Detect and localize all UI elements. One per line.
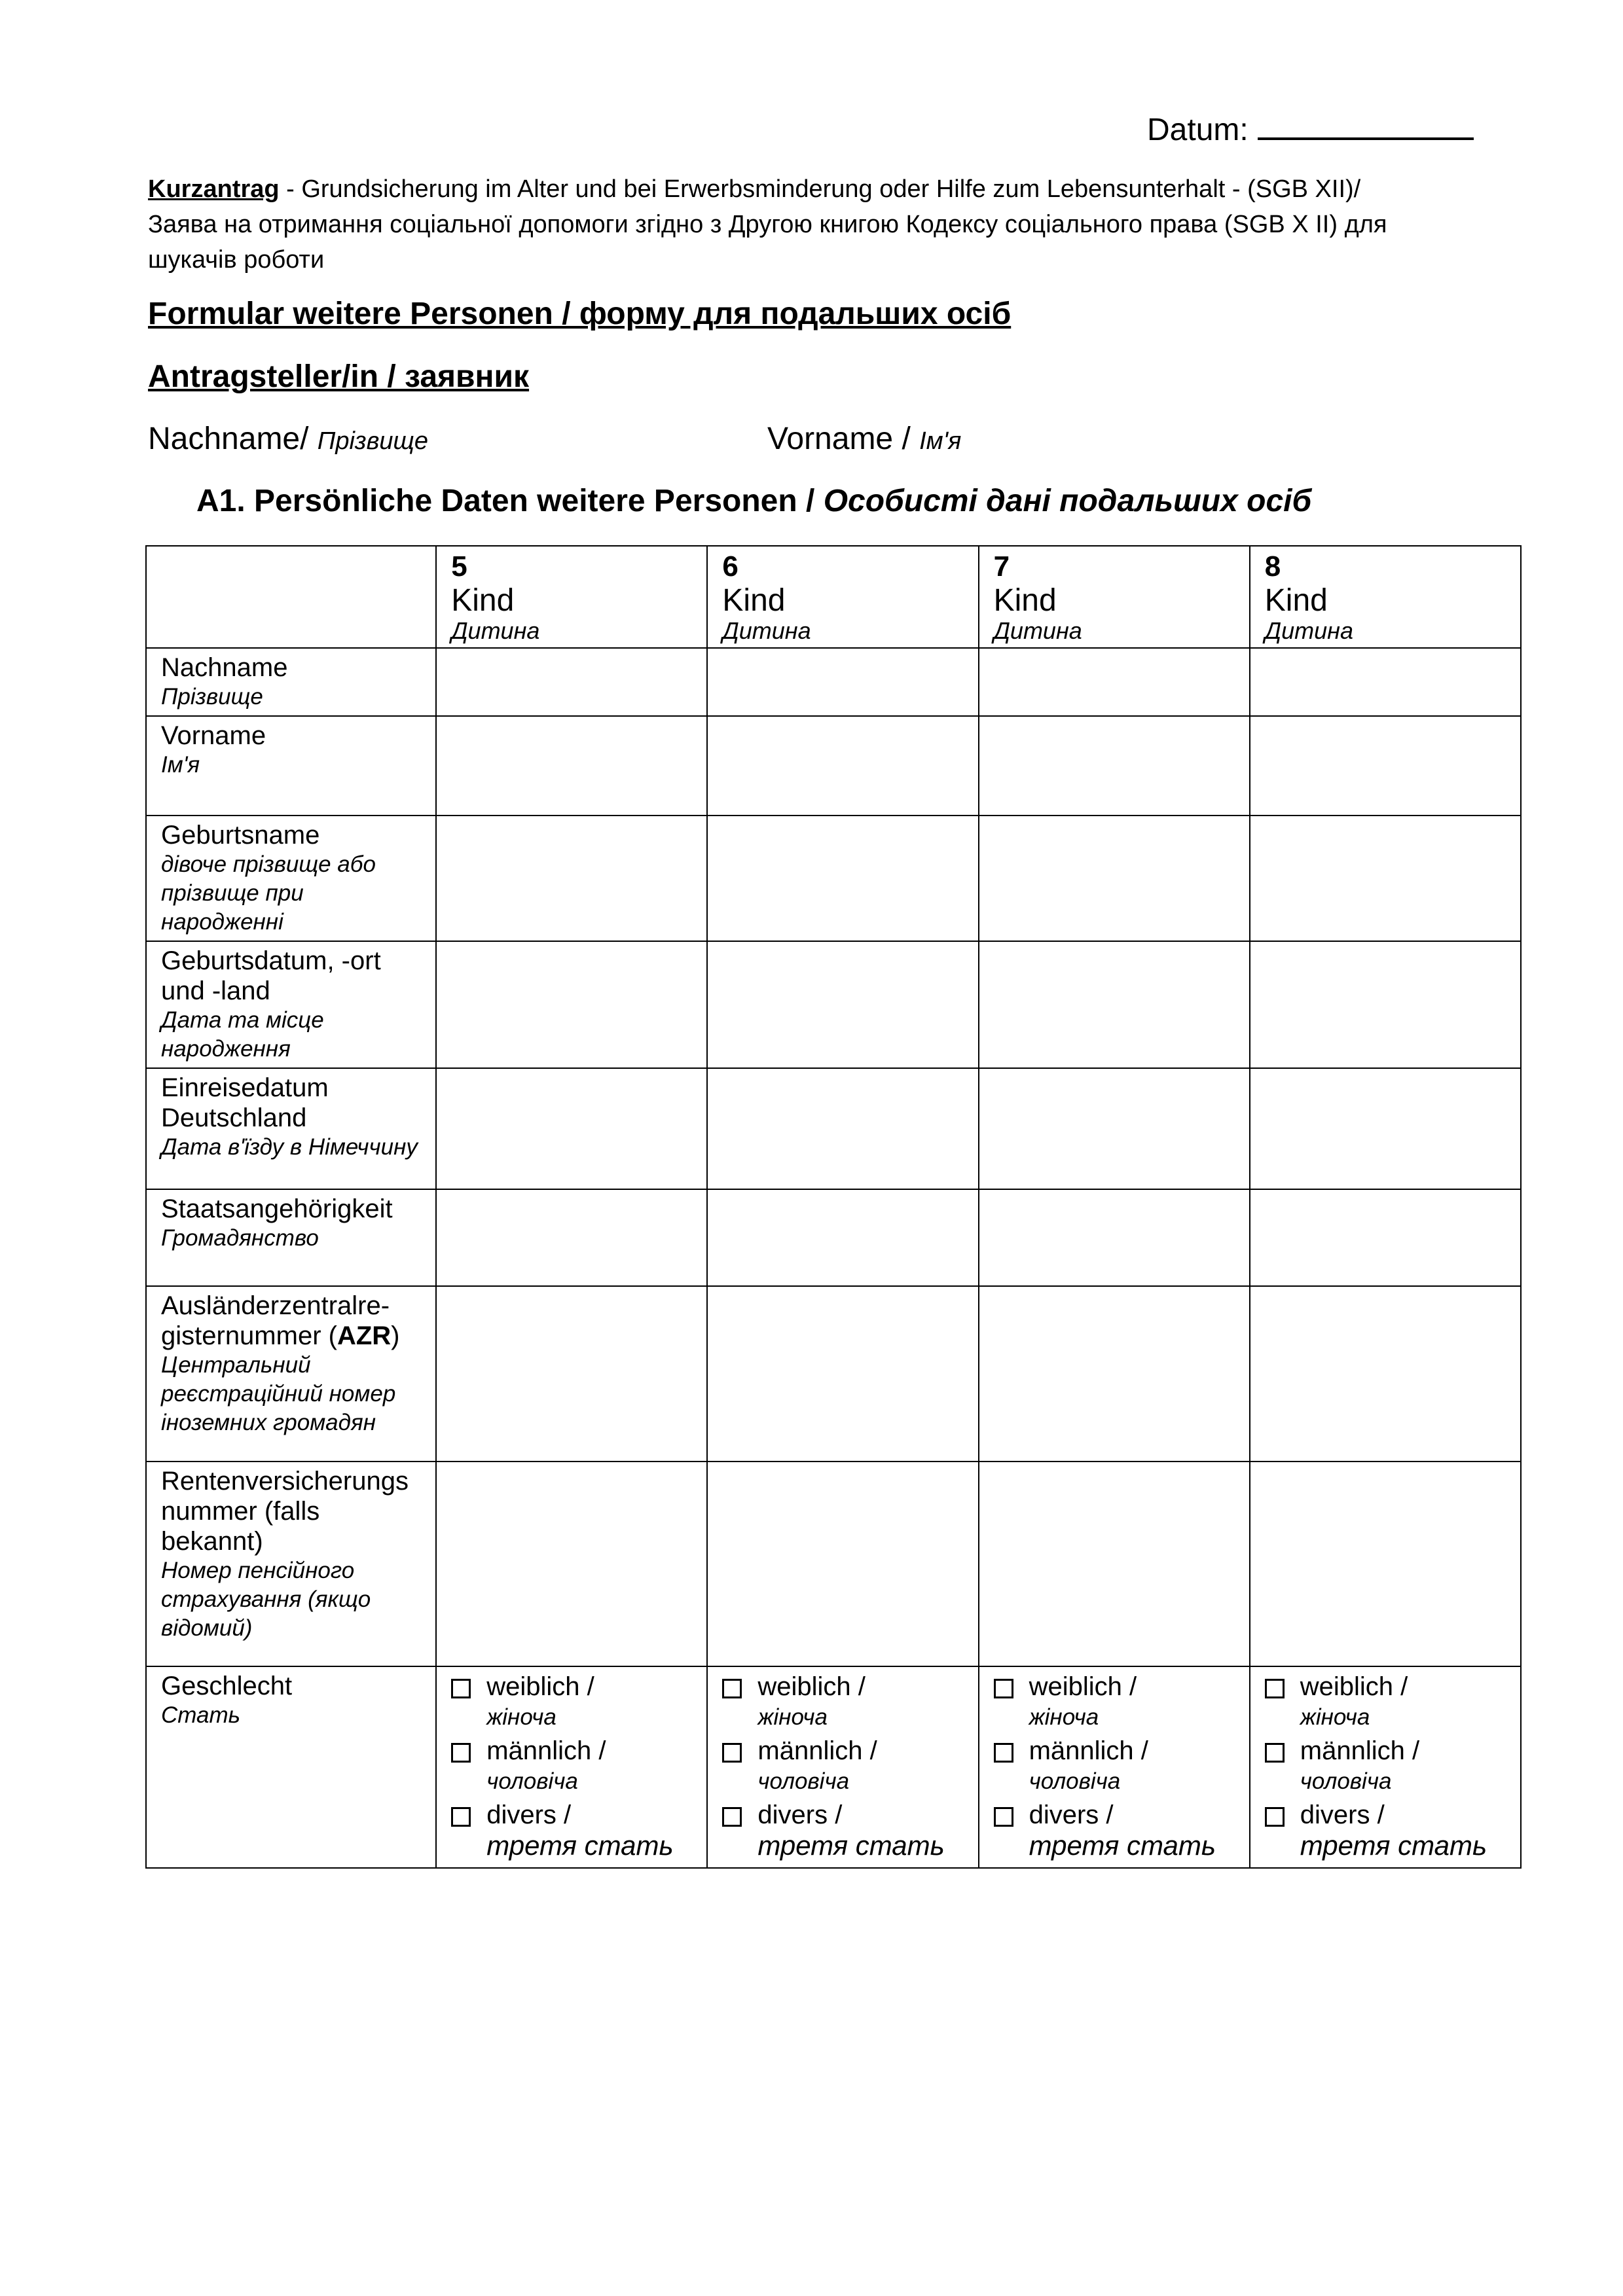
row-label-uk: Центральний реєстраційний номер іноземних громадян: [161, 1352, 396, 1435]
table-row: [146, 1286, 1521, 1462]
checkbox[interactable]: [1265, 1807, 1285, 1827]
option-label-de: weiblich /: [1300, 1672, 1408, 1701]
column-header: [707, 546, 978, 648]
input-cell[interactable]: [707, 1286, 978, 1462]
input-cell[interactable]: [436, 1068, 707, 1189]
input-cell[interactable]: [1250, 1068, 1521, 1189]
option-label-de: divers /: [1300, 1801, 1385, 1829]
input-cell[interactable]: [707, 1068, 978, 1189]
input-cell[interactable]: [436, 941, 707, 1068]
kurzantrag-label: Kurzantrag: [148, 175, 280, 203]
checkbox[interactable]: [722, 1679, 742, 1698]
row-label: [146, 648, 436, 716]
row-label: [146, 941, 436, 1068]
input-cell[interactable]: [979, 716, 1250, 816]
input-cell[interactable]: [1250, 1462, 1521, 1666]
option-label-uk: чоловіча: [1300, 1768, 1392, 1794]
section-de: A1. Persönliche Daten weitere Personen /: [196, 484, 824, 518]
row-label-uk: Громадянство: [161, 1225, 319, 1251]
row-label: [146, 716, 436, 816]
input-cell[interactable]: [1250, 716, 1521, 816]
input-cell[interactable]: [1250, 648, 1521, 716]
person-number: 8: [1264, 550, 1281, 583]
azr-abbrev: AZR: [337, 1321, 392, 1350]
azr-label-text: Ausländerzentralre-gisternummer (: [161, 1291, 390, 1350]
person-role: Kind: [1264, 583, 1328, 618]
person-number: 6: [722, 550, 739, 583]
option-label-de: weiblich /: [757, 1672, 866, 1701]
row-label: [146, 1286, 436, 1462]
checkbox[interactable]: [722, 1743, 742, 1763]
row-label-de: Geschlecht: [161, 1672, 293, 1700]
gender-option-male[interactable]: [1265, 1735, 1506, 1797]
option-label-uk: чоловіча: [757, 1768, 850, 1794]
input-cell[interactable]: [436, 1189, 707, 1286]
person-role-uk: Дитина: [722, 617, 811, 644]
gender-options-cell: [707, 1666, 978, 1868]
applicant-heading: Antragsteller/in / заявник: [148, 359, 530, 394]
input-cell[interactable]: [436, 648, 707, 716]
section-uk: Особисті дані подальших осіб: [823, 484, 1312, 518]
input-cell[interactable]: [979, 1068, 1250, 1189]
row-label-de: Geburtsdatum, -ort und -land: [161, 946, 381, 1005]
input-cell[interactable]: [707, 648, 978, 716]
persons-table: [145, 545, 1522, 1869]
person-role: Kind: [993, 583, 1057, 618]
table-row: [146, 1189, 1521, 1286]
applicant-lastname-label: [148, 421, 428, 457]
checkbox[interactable]: [451, 1743, 471, 1763]
column-header: [979, 546, 1250, 648]
person-number: 5: [451, 550, 467, 583]
input-cell[interactable]: [707, 716, 978, 816]
date-field: [1147, 111, 1474, 148]
gender-option-female[interactable]: [722, 1671, 963, 1732]
checkbox[interactable]: [451, 1807, 471, 1827]
gender-option-male[interactable]: [451, 1735, 692, 1797]
row-label-de: Geburtsname: [161, 821, 320, 850]
row-label: [146, 816, 436, 941]
row-label-de: Nachname: [161, 653, 288, 682]
intro-text: [148, 171, 1418, 278]
input-cell[interactable]: [707, 1462, 978, 1666]
checkbox[interactable]: [722, 1807, 742, 1827]
column-header: [436, 546, 707, 648]
person-number: 7: [993, 550, 1010, 583]
table-row: [146, 648, 1521, 716]
input-cell[interactable]: [436, 1286, 707, 1462]
applicant-firstname-label: [767, 421, 961, 457]
checkbox[interactable]: [451, 1679, 471, 1698]
row-label-de: Vorname: [161, 721, 266, 750]
input-cell[interactable]: [436, 816, 707, 941]
input-cell[interactable]: [979, 816, 1250, 941]
option-label-uk: третя стать: [1029, 1830, 1216, 1861]
checkbox[interactable]: [994, 1679, 1013, 1698]
date-label: Datum:: [1147, 113, 1249, 147]
checkbox[interactable]: [994, 1807, 1013, 1827]
form-title: Formular weitere Personen / форму для подальших осіб: [148, 296, 1012, 331]
option-label-de: männlich /: [757, 1736, 877, 1765]
input-cell[interactable]: [979, 648, 1250, 716]
input-cell[interactable]: [436, 1462, 707, 1666]
option-label-uk: жіноча: [1300, 1704, 1370, 1730]
input-cell[interactable]: [1250, 816, 1521, 941]
option-label-de: divers /: [757, 1801, 843, 1829]
input-cell[interactable]: [979, 1462, 1250, 1666]
row-label-uk: Номер пенсійного страхування (якщо відомий): [161, 1558, 371, 1641]
row-label-de: Rentenversicherungs nummer (falls bekannt): [161, 1467, 409, 1556]
gender-options-cell: [979, 1666, 1250, 1868]
person-role-uk: Дитина: [993, 617, 1082, 644]
option-label-uk: чоловіча: [486, 1768, 578, 1794]
gender-options-cell: [436, 1666, 707, 1868]
person-role-uk: Дитина: [451, 617, 540, 644]
table-row: [146, 716, 1521, 816]
row-label: [146, 1068, 436, 1189]
option-label-de: männlich /: [486, 1736, 606, 1765]
gender-option-male[interactable]: [994, 1735, 1235, 1797]
row-label: [146, 1666, 436, 1868]
header-empty-cell: [146, 546, 436, 648]
row-label-uk: Стать: [161, 1702, 241, 1728]
person-role: Kind: [722, 583, 786, 618]
option-label-uk: третя стать: [757, 1830, 945, 1861]
option-label-uk: жіноча: [757, 1704, 828, 1730]
checkbox[interactable]: [994, 1743, 1013, 1763]
gender-option-diverse[interactable]: [1265, 1799, 1506, 1861]
column-header: [1250, 546, 1521, 648]
row-label-uk: Дата та місце народження: [161, 1007, 324, 1062]
input-cell[interactable]: [707, 941, 978, 1068]
option-label-de: männlich /: [1029, 1736, 1148, 1765]
gender-option-female[interactable]: [1265, 1671, 1506, 1732]
option-label-uk: чоловіча: [1029, 1768, 1121, 1794]
person-role: Kind: [451, 583, 515, 618]
firstname-de: Vorname /: [767, 422, 920, 456]
row-label-uk: дівоче прізвище або прізвище при народженні: [161, 852, 376, 935]
option-label-uk: третя стать: [1300, 1830, 1487, 1861]
checkbox[interactable]: [1265, 1743, 1285, 1763]
option-label-uk: жіноча: [486, 1704, 556, 1730]
row-label-uk: Ім'я: [161, 752, 200, 778]
table-row-gender: [146, 1666, 1521, 1868]
option-label-de: weiblich /: [486, 1672, 594, 1701]
option-label-de: divers /: [486, 1801, 572, 1829]
person-role-uk: Дитина: [1264, 617, 1353, 644]
gender-option-diverse[interactable]: [994, 1799, 1235, 1861]
input-cell[interactable]: [979, 1286, 1250, 1462]
row-label-uk: Дата в'їзду в Німеччину: [161, 1134, 418, 1160]
gender-option-male[interactable]: [722, 1735, 963, 1797]
table-row: [146, 816, 1521, 941]
table-row: [146, 941, 1521, 1068]
table-header-row: [146, 546, 1521, 648]
input-cell[interactable]: [979, 941, 1250, 1068]
table-row: [146, 1462, 1521, 1666]
gender-option-diverse[interactable]: [722, 1799, 963, 1861]
option-label-de: divers /: [1029, 1801, 1114, 1829]
section-heading: [196, 483, 1311, 519]
row-label-de: Staatsangehörigkeit: [161, 1194, 393, 1223]
input-cell[interactable]: [1250, 1286, 1521, 1462]
row-label: [146, 1189, 436, 1286]
input-cell[interactable]: [979, 1189, 1250, 1286]
row-label: [146, 1462, 436, 1666]
input-cell[interactable]: [707, 816, 978, 941]
table-row: [146, 1068, 1521, 1189]
option-label-de: weiblich /: [1029, 1672, 1137, 1701]
gender-option-female[interactable]: [451, 1671, 692, 1732]
row-label-de: Einreisedatum Deutschland: [161, 1073, 329, 1132]
option-label-uk: жіноча: [1029, 1704, 1099, 1730]
lastname-uk: Прізвище: [317, 427, 429, 455]
intro-description: - Grundsicherung im Alter und bei Erwerbsminderung oder Hilfe zum Lebensunterhalt - (SGB XII)/ Заява на отримання соціальної допомоги згідно з Другою книгою Кодексу соціального права (SGB X II) для шукачів роботи: [148, 175, 1387, 274]
gender-option-diverse[interactable]: [451, 1799, 692, 1861]
gender-option-female[interactable]: [994, 1671, 1235, 1732]
firstname-uk: Ім'я: [919, 427, 962, 455]
row-label-uk: Прізвище: [161, 684, 263, 709]
input-cell[interactable]: [1250, 941, 1521, 1068]
date-blank-line[interactable]: [1258, 111, 1474, 140]
gender-options-cell: [1250, 1666, 1521, 1868]
azr-close-paren: ): [391, 1321, 400, 1350]
row-label-de: [161, 1291, 421, 1351]
input-cell[interactable]: [436, 716, 707, 816]
checkbox[interactable]: [1265, 1679, 1285, 1698]
input-cell[interactable]: [707, 1189, 978, 1286]
option-label-de: männlich /: [1300, 1736, 1420, 1765]
lastname-de: Nachname/: [148, 422, 318, 456]
option-label-uk: третя стать: [486, 1830, 674, 1861]
input-cell[interactable]: [1250, 1189, 1521, 1286]
